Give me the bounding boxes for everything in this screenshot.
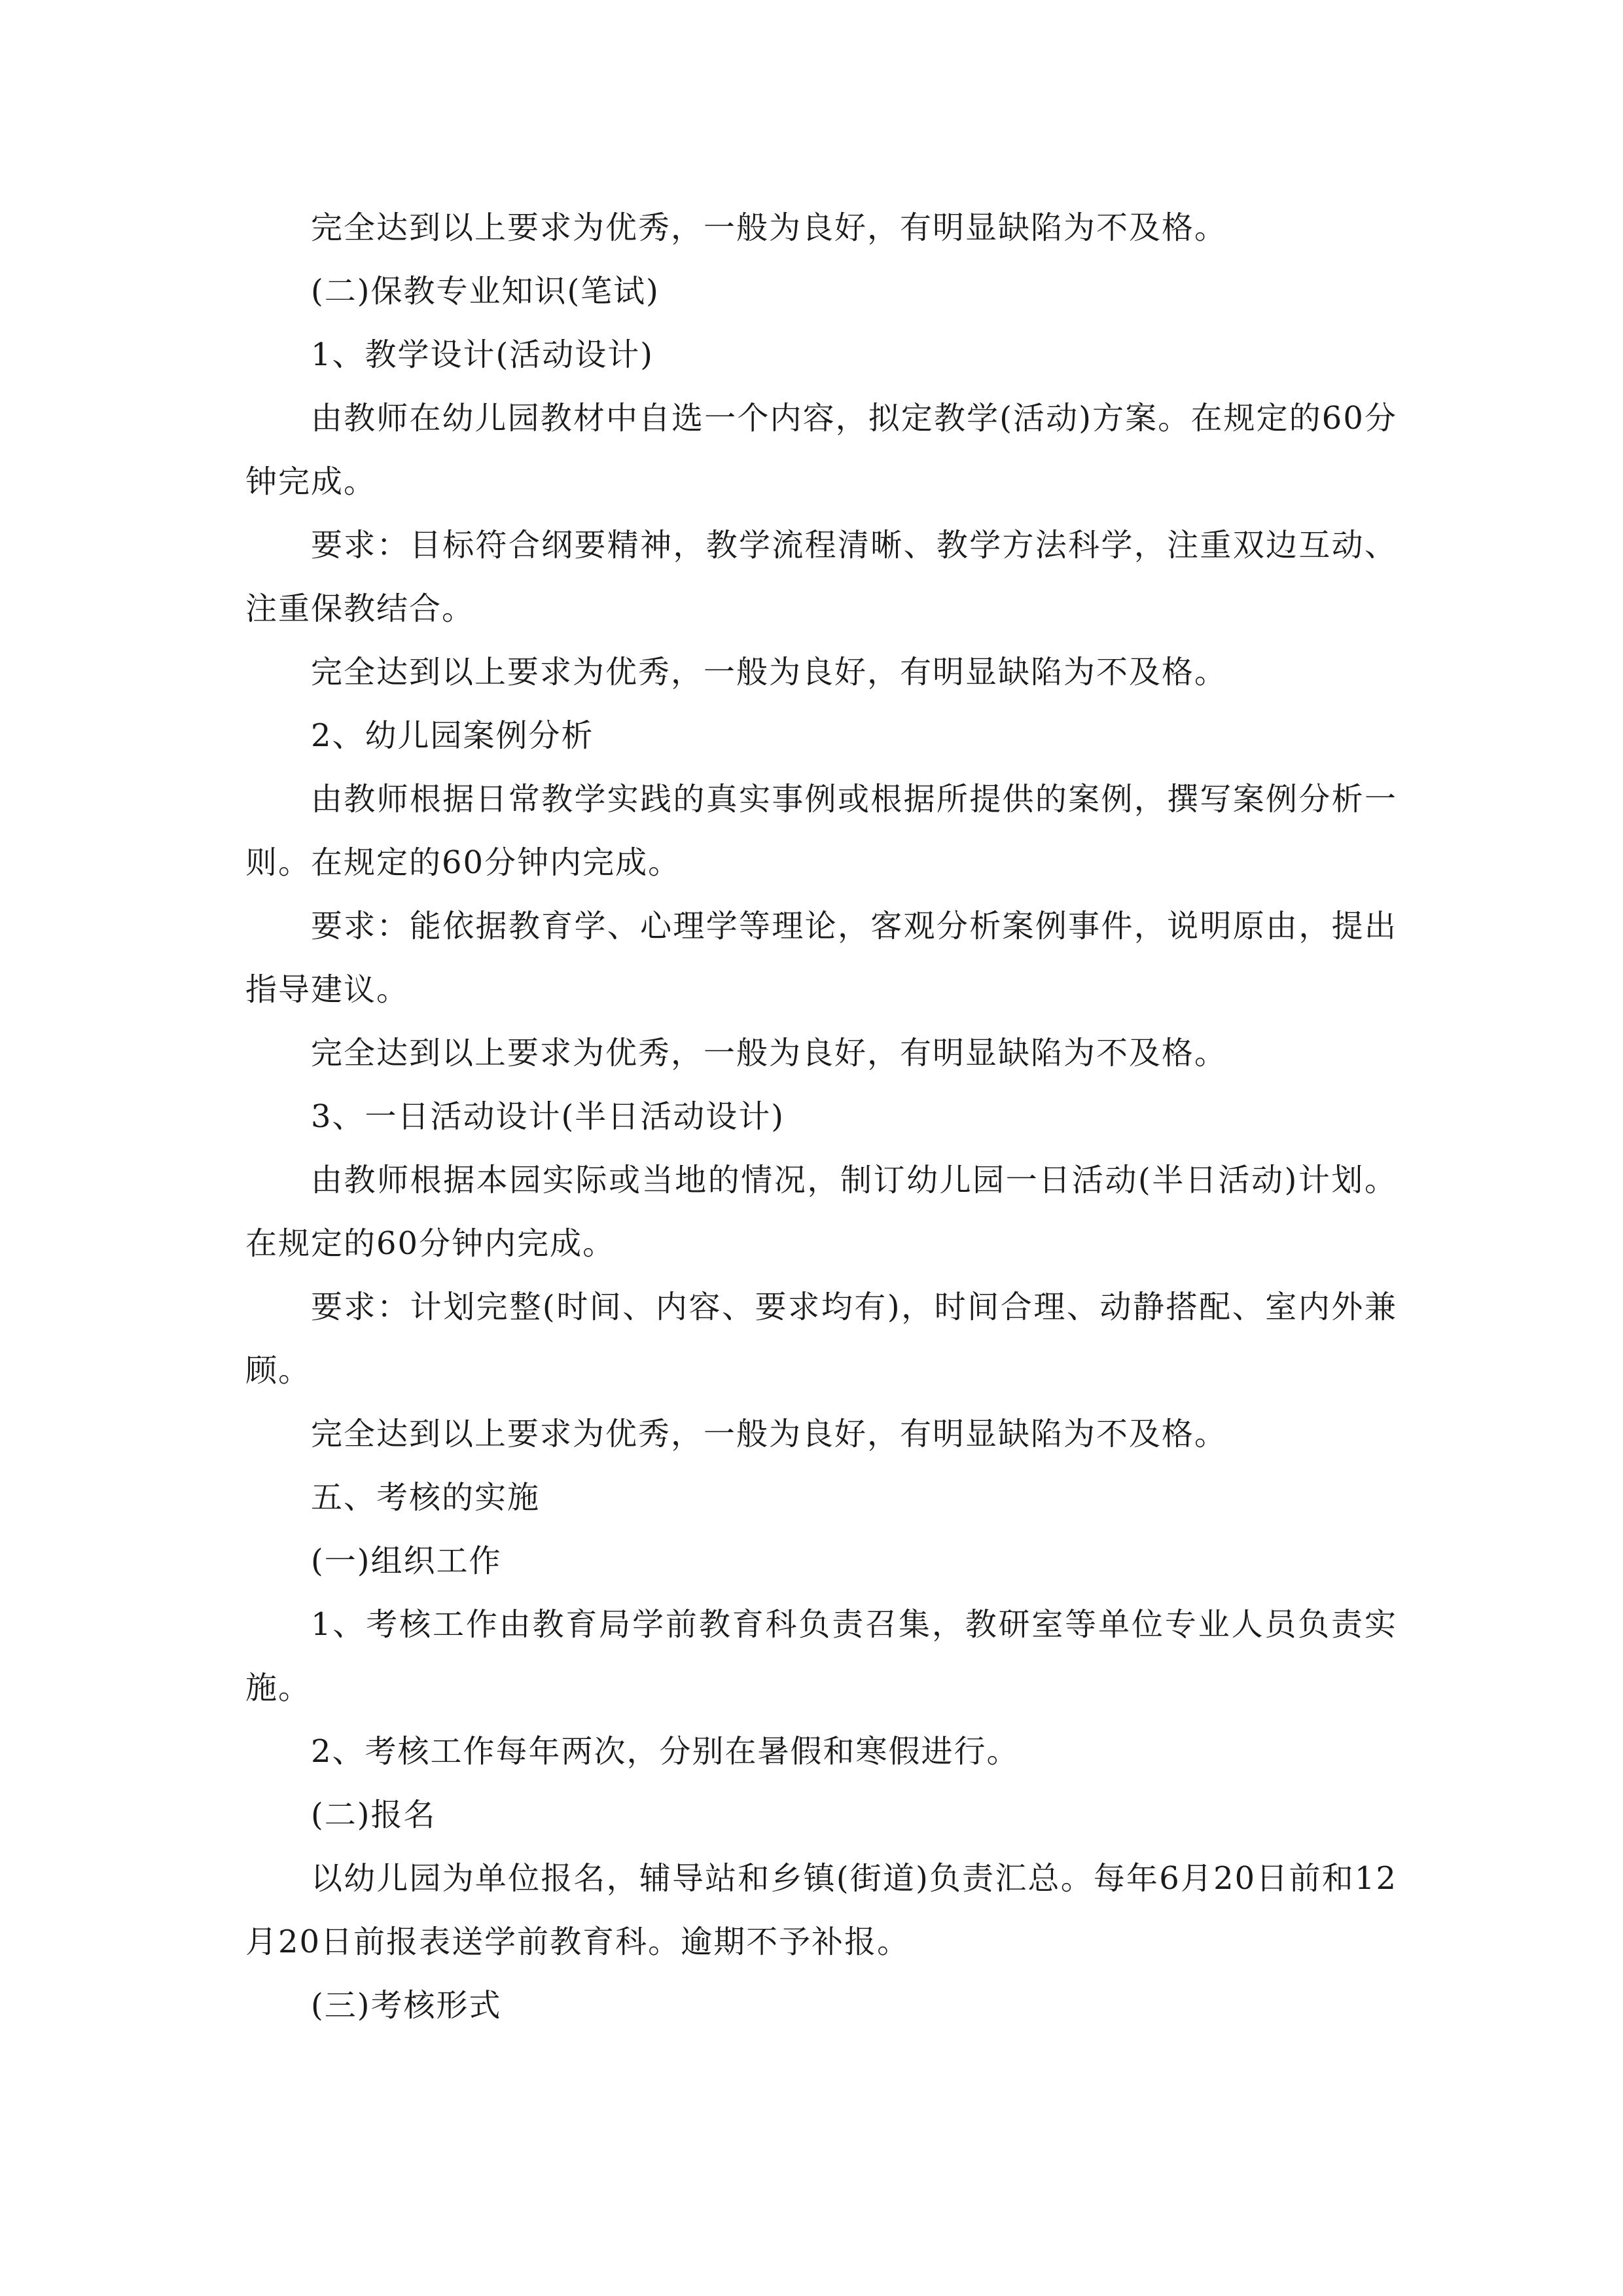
paragraph-8: 由教师根据日常教学实践的真实事例或根据所提供的案例，撰写案例分析一则。在规定的60分钟内完成。	[245, 781, 1397, 881]
paragraph-7: 2、幼儿园案例分析	[311, 717, 594, 754]
paragraph-2: (二)保教专业知识(笔试)	[311, 273, 660, 310]
paragraph-4: 由教师在幼儿园教材中自选一个内容，拟定教学(活动)方案。在规定的60分钟完成。	[245, 400, 1397, 500]
paragraph-6: 完全达到以上要求为优秀，一般为良好，有明显缺陷为不及格。	[311, 654, 1228, 691]
paragraph-14: 完全达到以上要求为优秀，一般为良好，有明显缺陷为不及格。	[311, 1416, 1228, 1452]
paragraph-16: (一)组织工作	[311, 1543, 502, 1579]
paragraph-10: 完全达到以上要求为优秀，一般为良好，有明显缺陷为不及格。	[311, 1035, 1228, 1071]
paragraph-11: 3、一日活动设计(半日活动设计)	[311, 1098, 785, 1135]
paragraph-18: 2、考核工作每年两次，分别在暑假和寒假进行。	[311, 1733, 1020, 1770]
paragraph-20: 以幼儿园为单位报名，辅导站和乡镇(街道)负责汇总。每年6月20日前和12月20日前报表送学前教育科。逾期不予补报。	[245, 1860, 1397, 1960]
paragraph-9: 要求：能依据教育学、心理学等理论，客观分析案例事件，说明原由，提出指导建议。	[245, 908, 1397, 1008]
paragraph-15: 五、考核的实施	[311, 1479, 541, 1516]
paragraph-13: 要求：计划完整(时间、内容、要求均有)，时间合理、动静搭配、室内外兼顾。	[245, 1289, 1397, 1389]
paragraph-17: 1、考核工作由教育局学前教育科负责召集，教研室等单位专业人员负责实施。	[245, 1606, 1397, 1706]
document-body	[245, 196, 1397, 2037]
paragraph-5: 要求：目标符合纲要精神，教学流程清晰、教学方法科学，注重双边互动、注重保教结合。	[245, 527, 1397, 627]
paragraph-3: 1、教学设计(活动设计)	[311, 336, 654, 373]
paragraph-1: 完全达到以上要求为优秀，一般为良好，有明显缺陷为不及格。	[311, 209, 1228, 246]
paragraph-19: (二)报名	[311, 1797, 437, 1833]
paragraph-21: (三)考核形式	[311, 1987, 502, 2024]
paragraph-12: 由教师根据本园实际或当地的情况，制订幼儿园一日活动(半日活动)计划。在规定的60分钟内完成。	[245, 1162, 1397, 1262]
